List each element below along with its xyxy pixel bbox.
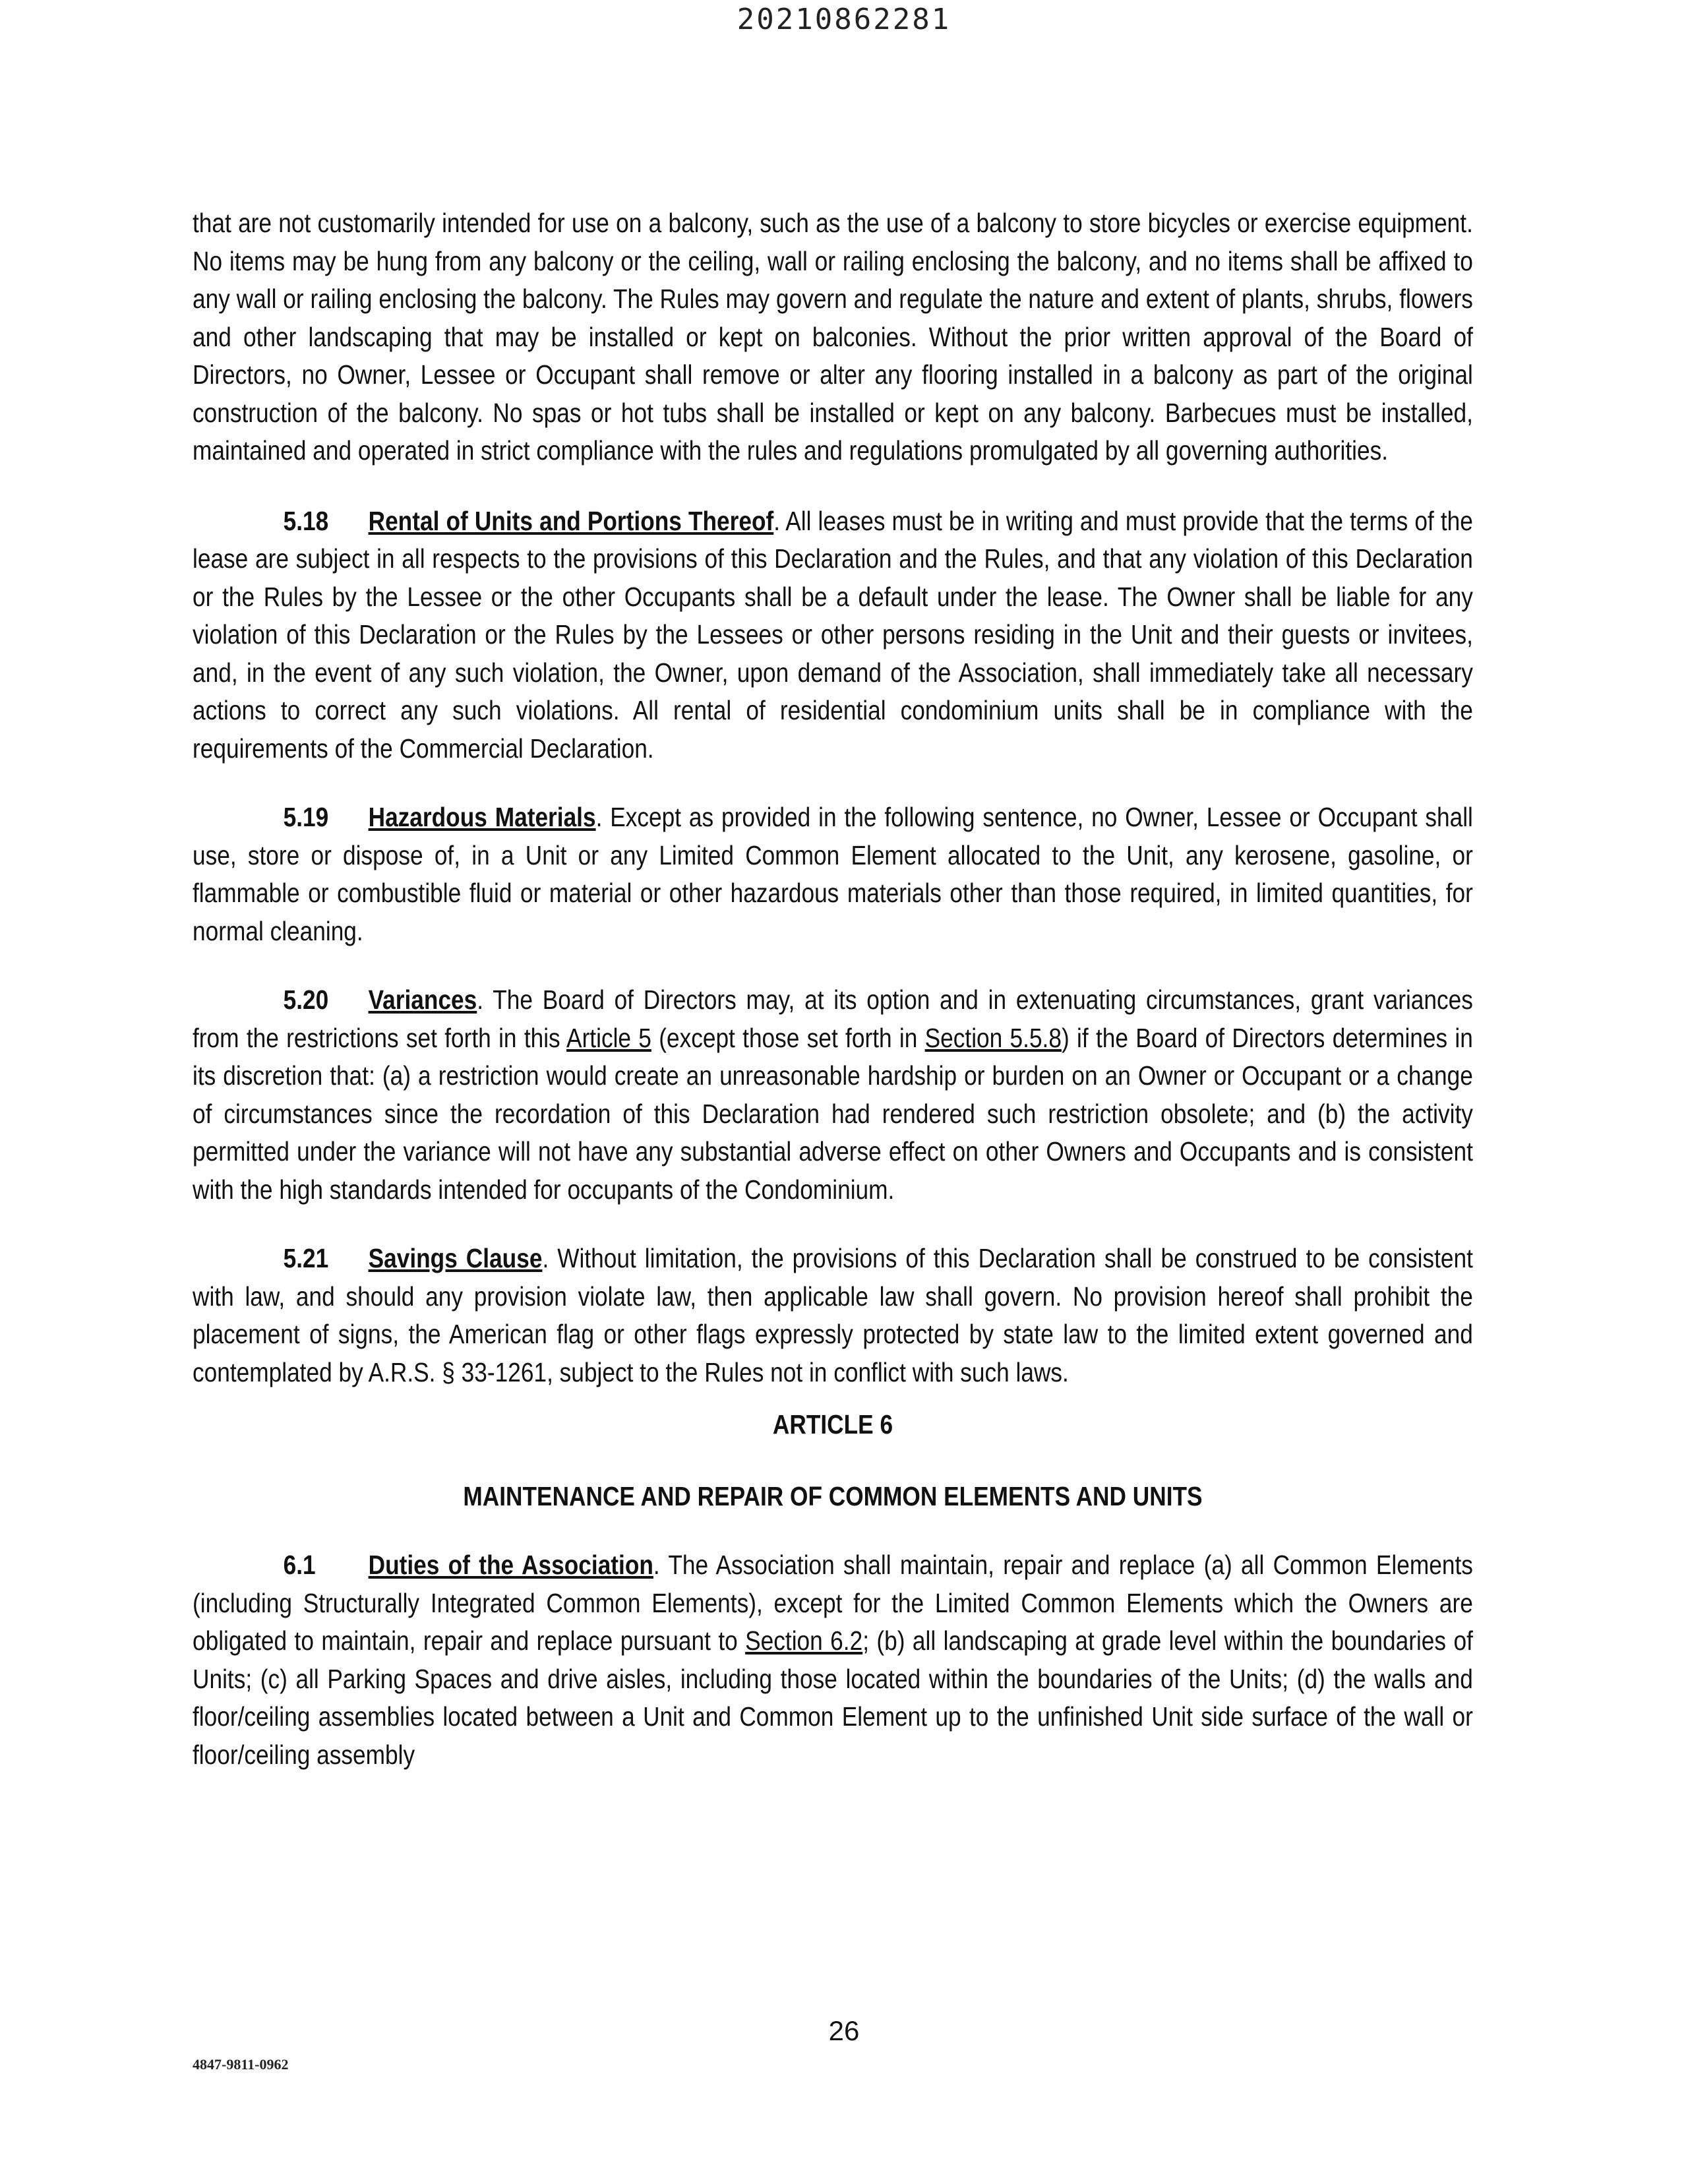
section-title: Duties of the Association	[368, 1550, 653, 1580]
section-body: . Except as provided in the following sentence, no Owner, Lessee or Occupant shall use, store or dispose of, in a Unit or any Limited Common Element allocated to the Unit, any kerosene, gasoline, or flammable or combustible fluid or material or other hazardous materials other than those required, in limited quantities, for normal cleaning.	[193, 802, 1473, 946]
section-number: 5.18	[283, 505, 329, 536]
section-5-18	[193, 502, 1473, 768]
document-id: 4847-9811-0962	[193, 2056, 289, 2073]
section-body: . All leases must be in writing and must provide that the terms of the lease are subject in all respects to the provisions of this Declaration and the Rules, and that any violation of this Declaration or the Rules by the Lessee or the other Occupants shall be a default under the lease. The Owner shall be liable for any violation of this Declaration or the Rules by the Lessees or other persons residing in the Unit and their guests or invitees, and, in the event of any such violation, the Owner, upon demand of the Association, shall immediately take all necessary actions to correct any such violations. All rental of residential condominium units shall be in compliance with the requirements of the Commercial Declaration.	[193, 505, 1473, 764]
section-body: . Without limitation, the provisions of this Declaration shall be construed to be consistent with law, and should any provision violate law, then applicable law shall govern. No provision hereof shall prohibit the placement of signs, the American flag or other flags expressly protected by state law to the limited extent governed and contemplated by A.R.S. § 33-1261, subject to the Rules not in conflict with such laws.	[193, 1243, 1473, 1387]
section-number: 5.20	[283, 985, 329, 1015]
section-body: ; (b) all landscaping at grade level within the boundaries of Units; (c) all Parking Spaces and drive aisles, including those located within the boundaries of the Units; (d) the walls and floor/ceiling assemblies located between a Unit and Common Element up to the unfinished Unit side surface of the wall or floor/ceiling assembly	[193, 1625, 1473, 1770]
section-title: Variances	[368, 985, 477, 1015]
section-body: ) if the Board of Directors determines in its discretion that: (a) a restriction would create an unreasonable hardship or burden on an Owner or Occupant or a change of circumstances since the recordation of this Declaration had rendered such restriction obsolete; and (b) the activity permitted under the variance will not have any substantial adverse effect on other Owners and Occupants and is consistent with the high standards intended for occupants of the Condominium.	[193, 1022, 1473, 1205]
article-title: MAINTENANCE AND REPAIR OF COMMON ELEMENTS AND UNITS	[463, 1480, 1203, 1511]
section-reference: Section 6.2	[745, 1625, 863, 1656]
section-body: . The Board of Directors may, at its option and in extenuating circumstances, grant variances from the restrictions set forth in this	[193, 985, 1473, 1053]
section-title: Rental of Units and Portions Thereof	[368, 505, 774, 536]
section-title: Hazardous Materials	[368, 802, 596, 832]
section-number: 5.19	[283, 802, 329, 832]
section-body: (except those set forth in	[651, 1022, 925, 1053]
page-number: 26	[828, 2015, 860, 2046]
section-number: 5.21	[283, 1243, 329, 1273]
section-5-19	[193, 799, 1473, 950]
section-5-20	[193, 981, 1473, 1209]
section-5-21	[193, 1240, 1473, 1391]
section-6-1	[193, 1546, 1473, 1774]
article-heading: ARTICLE 6	[772, 1409, 893, 1440]
article-reference: Article 5	[566, 1022, 651, 1053]
document-body	[193, 204, 1473, 1774]
recording-number: 20210862281	[737, 3, 951, 36]
section-body: . The Association shall maintain, repair and replace (a) all Common Elements (including Structurally Integrated Common Elements), except for the Limited Common Elements which the Owners are obligated to maintain, repair and replace pursuant to	[193, 1550, 1473, 1656]
section-title: Savings Clause	[368, 1243, 543, 1273]
paragraph-balcony-continued: that are not customarily intended for use on a balcony, such as the use of a balcony to store bicycles or exercise equipment. No items may be hung from any balcony or the ceiling, wall or railing enclosing the balcony, and no items shall be affixed to any wall or railing enclosing the balcony. The Rules may govern and regulate the nature and extent of plants, shrubs, flowers and other landscaping that may be installed or kept on balconies. Without the prior written approval of the Board of Directors, no Owner, Lessee or Occupant shall remove or alter any flooring installed in a balcony as part of the original construction of the balcony. No spas or hot tubs shall be installed or kept on any balcony. Barbecues must be installed, maintained and operated in strict compliance with the rules and regulations promulgated by all governing authorities.	[193, 208, 1473, 466]
section-reference: Section 5.5.8	[924, 1022, 1062, 1053]
section-number: 6.1	[283, 1550, 316, 1580]
